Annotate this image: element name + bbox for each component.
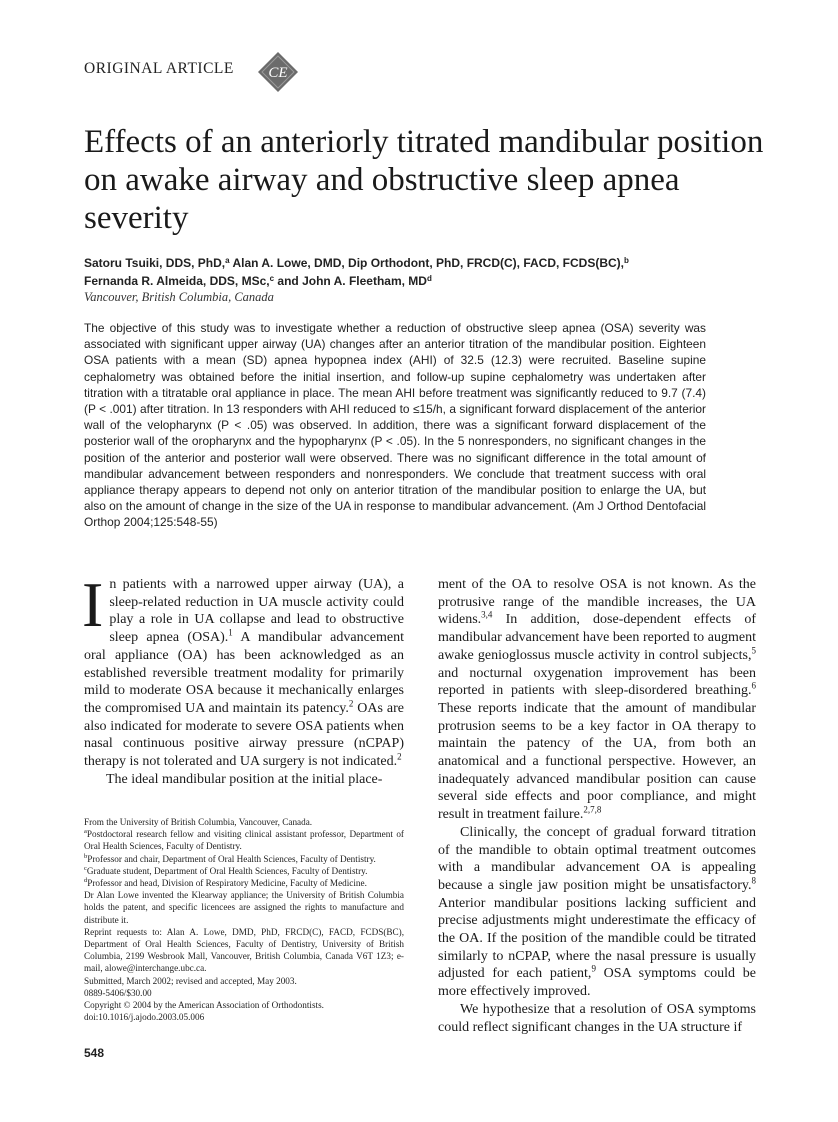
citation: 8 xyxy=(751,875,756,886)
citation: 2 xyxy=(397,751,402,762)
author-fleetham: and John A. Fleetham, MD xyxy=(274,274,427,288)
author-fleetham-affiliation: d xyxy=(426,274,432,283)
author-list xyxy=(84,254,784,290)
drop-cap: I xyxy=(82,569,104,640)
logo-text: CE xyxy=(268,65,288,81)
footnote-author-a: $^a$Postdoctoral research fellow and visiting clinical assistant professor, Department of Oral Health Sciences, Faculty of Dentistry. xyxy=(84,828,404,852)
citation: 3,4 xyxy=(481,609,493,620)
abstract: The objective of this study was to investigate whether a reduction of obstructive sleep apnea (OSA) severity was associated with significant upper airway (UA) changes after an anterior titration of the mandibular position. Eighteen OSA patients with a mean (SD) apnea hypopnea index (AHI) of 32.5 (12.3) were recruited. Baseline supine cephalometry was obtained before the initial insertion, and follow-up supine cephalometry was undertaken after titration with a titratable oral appliance in place. The mean AHI before treatment was significantly reduced to 9.7 (7.4) (P < .001) after titration. In 13 responders with AHI reduced to ≤15/h, a significant forward displacement of the anterior wall of the velopharynx (P < .05) was observed. In addition, there was a significant forward displacement of the posterior wall of the oropharynx and the hypopharynx (P < .05). In the 5 nonresponders, no significant changes in the position of the anterior and posterior wall were observed. There was no significant difference in the total amount of mandibular advancement between responders and nonresponders. We conclude that treatment success with oral appliance therapy appears to depend not only on anterior titration of the mandibular position to enlarge the UA, but also on the amount of change in the size of the UA in response to mandibular advancement. (Am J Orthod Dentofacial Orthop 2004;125:548-55) xyxy=(84,321,706,530)
journal-logo xyxy=(257,51,299,93)
citation: 1 xyxy=(228,627,233,638)
footnote-author-d: $^d$Professor and head, Division of Respiratory Medicine, Faculty of Medicine. xyxy=(84,876,367,889)
footnote-author-b: $^b$Professor and chair, Department of Oral Health Sciences, Faculty of Dentistry. xyxy=(84,852,376,864)
author-almeida-affiliation: c xyxy=(269,274,275,283)
footnote-copyright: Copyright © 2004 by the American Association of Orthodontists. xyxy=(84,1000,324,1011)
author-tsuiki: Satoru Tsuiki, DDS, PhD, xyxy=(84,256,226,270)
citation: 5 xyxy=(751,645,756,656)
body-paragraph: We hypothesize that a resolution of OSA symptoms could reflect significant changes in the UA structure if xyxy=(438,1001,756,1035)
body-paragraph: The ideal mandibular position at the initial place- xyxy=(106,771,383,787)
page-number: 548 xyxy=(84,1046,105,1060)
footnote-institution: From the University of British Columbia, Vancouver, Canada. xyxy=(84,817,313,827)
author-lowe-affiliation: b xyxy=(624,256,629,265)
body-column-right xyxy=(438,576,756,1036)
author-almeida: Fernanda R. Almeida, DDS, MSc, xyxy=(84,274,270,288)
footnote-reprints: Reprint requests to: Alan A. Lowe, DMD, PhD, FRCD(C), FACD, FCDS(BC), Department of Oral Health Sciences, Faculty of Dentistry, University of British Columbia, 2199 Wesbrook Mall, Vancouver, British Columbia, Canada V6T 1Z3; e-mail, alowe@interchange.ubc.ca. xyxy=(84,926,404,974)
body-column-left xyxy=(82,569,404,788)
author-tsuiki-affiliation: a xyxy=(225,256,230,265)
author-lowe: Alan A. Lowe, DMD, Dip Orthodont, PhD, FRCD(C), FACD, FCDS(BC), xyxy=(229,256,624,270)
body-paragraph: ment of the OA to resolve OSA is not known. As the protrusive range of the mandible increases, the UA widens.$^{3,4}$ In addition, dose-dependent effects of mandibular advancement have been reported to augment awake genioglossus muscle activity in control subjects,$^5$ and nocturnal oxygenation improvement has been reported in patients with sleep-disordered breathing.$^6$ These reports indicate that the amount of mandibular protrusion seems to be a key factor in OA therapy to maintain the patency of the UA, from both an anatomical and a functional perspective. However, an inadequately advanced mandibular position can cause several side effects and poor compliance, and might result in treatment failure.$^{2,7,8}$ xyxy=(438,577,756,823)
footnote-issn: 0889-5406/$30.00 xyxy=(84,987,152,998)
footnote-doi: doi:10.1016/j.ajodo.2003.05.006 xyxy=(84,1012,205,1023)
citation: 6 xyxy=(751,680,756,691)
citation: 2,7,8 xyxy=(583,804,602,815)
body-paragraph: In patients with a narrowed upper airway (UA), a sleep-related reduction in UA muscle activity could play a role in UA collapse and lead to obstructive sleep apnea (OSA).$^1$ A mandibular advancement oral appliance (OA) has been acknowledged as an established reversible treatment modality for primarily mild to moderate OSA because it mechanically enlarges the compromised UA and maintain its patency.$^2$ OAs are also indicated for moderate to severe OSA patients when nasal continuous positive airway pressure (nCPAP) therapy is not tolerated and UA surgery is not indicated.$^2$ xyxy=(82,569,404,770)
footnotes xyxy=(84,816,404,1023)
body-paragraph: Clinically, the concept of gradual forward titration of the mandible to obtain optimal treatment outcomes with a mandibular advancement OA is appealing because a single jaw position might be unsatisfactory.$^8$ Anterior mandibular positions lacking sufficient and precise adjustments might underestimate the efficacy of the OA. If the position of the mandible could be titrated similarly to nCPAP, where the nasal pressure is usually adjusted for each patient,$^9$ OSA symptoms could be more effectively improved. xyxy=(438,824,757,1000)
footnote-disclosure: Dr Alan Lowe invented the Klearway appliance; the University of British Columbia holds the patent, and specific licencees are assigned the rights to manufacture and distribute it. xyxy=(84,890,404,925)
affiliation: Vancouver, British Columbia, Canada xyxy=(84,290,274,304)
article-title: Effects of an anteriorly titrated mandibular position on awake airway and obstructive sleep apnea severity xyxy=(84,124,764,236)
citation: 2 xyxy=(348,698,354,709)
section-label: ORIGINAL ARTICLE xyxy=(84,60,234,77)
footnote-submitted: Submitted, March 2002; revised and accepted, May 2003. xyxy=(84,975,297,986)
footnote-author-c: $^c$Graduate student, Department of Oral Health Sciences, Faculty of Dentistry. xyxy=(84,864,368,876)
citation: 9 xyxy=(591,963,596,974)
